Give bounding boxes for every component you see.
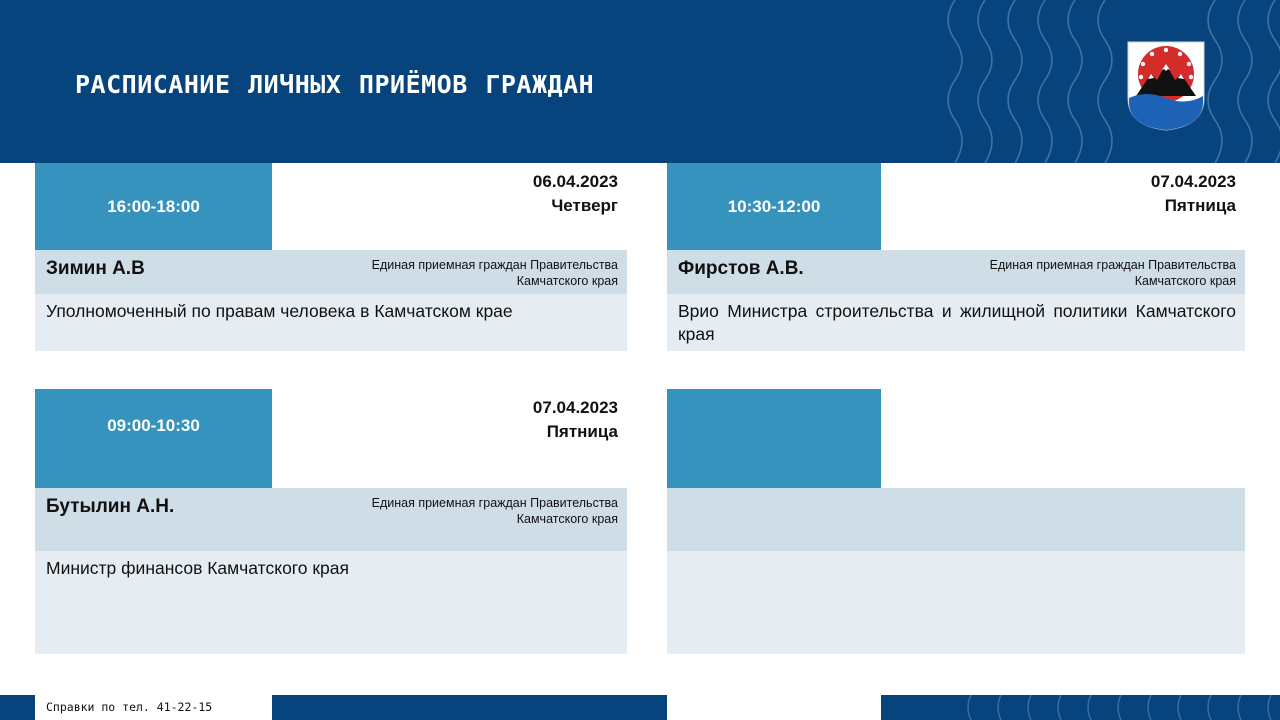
reception-location: Единая приемная граждан Правительства Камчатского края — [371, 496, 618, 526]
appointment-card-2 — [667, 163, 1245, 351]
date-block — [533, 170, 618, 218]
weekday: Четверг — [551, 196, 618, 215]
time-slot — [667, 389, 881, 488]
reception-location: Единая приемная граждан Правительства Камчатского края — [371, 258, 618, 288]
kamchatka-coat-of-arms-icon — [1126, 40, 1206, 132]
official-position: Министр финансов Камчатского края — [46, 558, 349, 578]
position-box — [667, 551, 1245, 654]
page-title: РАСПИСАНИЕ ЛИЧНЫХ ПРИЁМОВ ГРАЖДАН — [75, 70, 595, 99]
appointment-card-4 — [667, 389, 1245, 654]
footer-bar-right — [881, 695, 1280, 720]
official-name: Зимин А.В — [46, 258, 145, 279]
reception-location: Единая приемная граждан Правительства Камчатского края — [989, 258, 1236, 288]
time-slot: 16:00-18:00 — [35, 163, 272, 250]
time-slot: 09:00-10:30 — [35, 389, 272, 488]
position-box — [35, 294, 627, 351]
official-bar — [35, 250, 627, 294]
position-box — [667, 294, 1245, 351]
official-position: Уполномоченный по правам человека в Камчатском крае — [46, 301, 513, 321]
position-box — [35, 551, 627, 654]
time-slot: 10:30-12:00 — [667, 163, 881, 250]
official-position: Врио Министра строительства и жилищной политики Камчатского края — [678, 301, 1236, 344]
appointment-card-1 — [35, 163, 627, 351]
date: 07.04.2023 — [532, 398, 618, 417]
date-block — [1151, 170, 1236, 218]
date: 07.04.2023 — [1150, 172, 1236, 191]
weekday: Пятница — [546, 422, 618, 441]
header-banner — [0, 0, 1280, 163]
official-name: Бутылин А.Н. — [46, 496, 175, 517]
date: 06.04.2023 — [532, 172, 618, 191]
official-bar — [35, 488, 627, 551]
weekday: Пятница — [1164, 196, 1236, 215]
appointment-card-3 — [35, 389, 627, 654]
date-block — [533, 396, 618, 444]
official-name: Фирстов А.В. — [678, 258, 804, 279]
footer-contact — [35, 694, 272, 720]
official-bar — [667, 488, 1245, 551]
official-bar — [667, 250, 1245, 294]
footer-wave-pattern — [881, 695, 1280, 720]
wave-pattern — [930, 0, 1280, 163]
contact-phone-note: Справки по тел. 41-22-15 — [46, 700, 213, 714]
